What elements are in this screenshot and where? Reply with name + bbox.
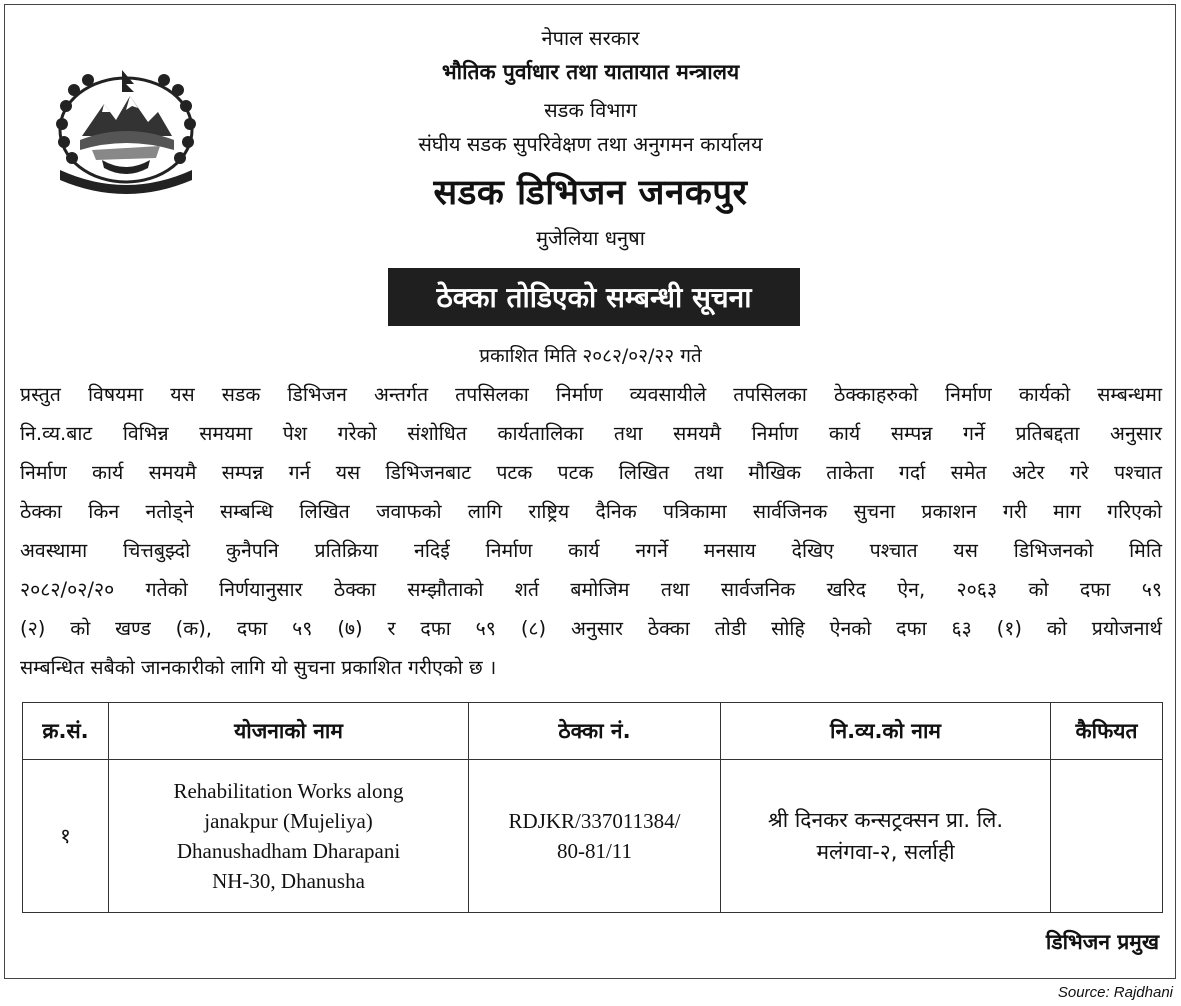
source-credit: Source: Rajdhani — [1057, 984, 1173, 1001]
ministry-heading: भौतिक पुर्वाधार तथा यातायात मन्त्रालय — [441, 60, 740, 84]
body-line: अवस्थामा चित्तबुझ्दो कुनैपनि प्रतिक्रिया नदिई निर्माण कार्य नगर्ने मनसाय देखिए पश्चात यस डिभिजनको मिति — [20, 539, 1162, 562]
contractor-line: मलंगवा-२, सर्लाही — [816, 840, 955, 864]
department-heading: सडक विभाग — [544, 98, 637, 122]
column-header-remarks: कैफियत — [1051, 703, 1163, 760]
body-line: नि.व्य.बाट विभिन्न समयमा पेश गरेको संशोधित कार्यतालिका तथा समयमै निर्माण कार्य सम्पन्न गर्ने प्रतिबद्दता अनुसार — [20, 422, 1162, 445]
published-date: प्रकाशित मिति २०८२/०२/२२ गते — [479, 345, 702, 367]
notice-title: ठेक्का तोडिएको सम्बन्धी सूचना — [388, 268, 800, 326]
government-heading: नेपाल सरकार — [541, 26, 640, 50]
contract-line: RDJKR/337011384/ — [508, 809, 681, 833]
signature-title: डिभिजन प्रमुख — [1045, 930, 1159, 954]
office-heading: संघीय सडक सुपरिवेक्षण तथा अनुगमन कार्यालय — [418, 132, 763, 156]
cell-contract-no — [469, 760, 721, 913]
column-header-contract-no: ठेक्का नं. — [469, 703, 721, 760]
cell-contractor — [721, 760, 1051, 913]
project-line: janakpur (Mujeliya) — [204, 809, 373, 833]
body-line: निर्माण कार्य समयमै सम्पन्न गर्न यस डिभिजनबाट पटक पटक लिखित तथा मौखिक ताकेता गर्दा समेत अटेर गरे पश्चात — [20, 461, 1162, 484]
contractor-line: श्री दिनकर कन्सट्रक्सन प्रा. लि. — [767, 808, 1004, 832]
project-line: Rehabilitation Works along — [173, 779, 404, 803]
column-header-contractor: नि.व्य.को नाम — [721, 703, 1051, 760]
body-line: सम्बन्धित सबैको जानकारीको लागि यो सुचना प्रकाशित गरीएको छ । — [20, 656, 497, 679]
column-header-sn: क्र.सं. — [23, 703, 109, 760]
contract-line: 80-81/11 — [556, 839, 633, 863]
body-line: २०८२/०२/२० गतेको निर्णयानुसार ठेक्का सम्झौताको शर्त बमोजिम तथा सार्वजनिक खरिद ऐन, २०६३ को दफा ५९ — [20, 578, 1162, 601]
cell-remarks — [1051, 760, 1163, 913]
body-line: ठेक्का किन नतोड्ने सम्बन्धि लिखित जवाफको लागि राष्ट्रिय दैनिक पत्रिकामा सार्वजिनक सुचना प्रकाशन गरी माग गरिएको — [20, 500, 1162, 523]
project-line: NH-30, Dhanusha — [212, 869, 365, 893]
location-heading: मुजेलिया धनुषा — [536, 226, 645, 250]
project-line: Dhanushadham Dharapani — [176, 839, 401, 863]
cell-sn: १ — [23, 760, 109, 913]
contract-table — [22, 702, 1163, 913]
body-line: (२) को खण्ड (क), दफा ५९ (७) र दफा ५९ (८) अनुसार ठेक्का तोडी सोहि ऐनको दफा ६३ (१) को प्रयोजनार्थ — [20, 617, 1162, 640]
table-header-row — [23, 703, 1163, 760]
division-heading: सडक डिभिजन जनकपुर — [433, 173, 748, 213]
table-row — [23, 760, 1163, 913]
column-header-project: योजनाको नाम — [109, 703, 469, 760]
cell-project — [109, 760, 469, 913]
body-line: प्रस्तुत विषयमा यस सडक डिभिजन अन्तर्गत तपसिलका निर्माण व्यवसायीले तपसिलका ठेक्काहरुको निर्माण कार्यको सम्बन्धमा — [20, 383, 1162, 406]
